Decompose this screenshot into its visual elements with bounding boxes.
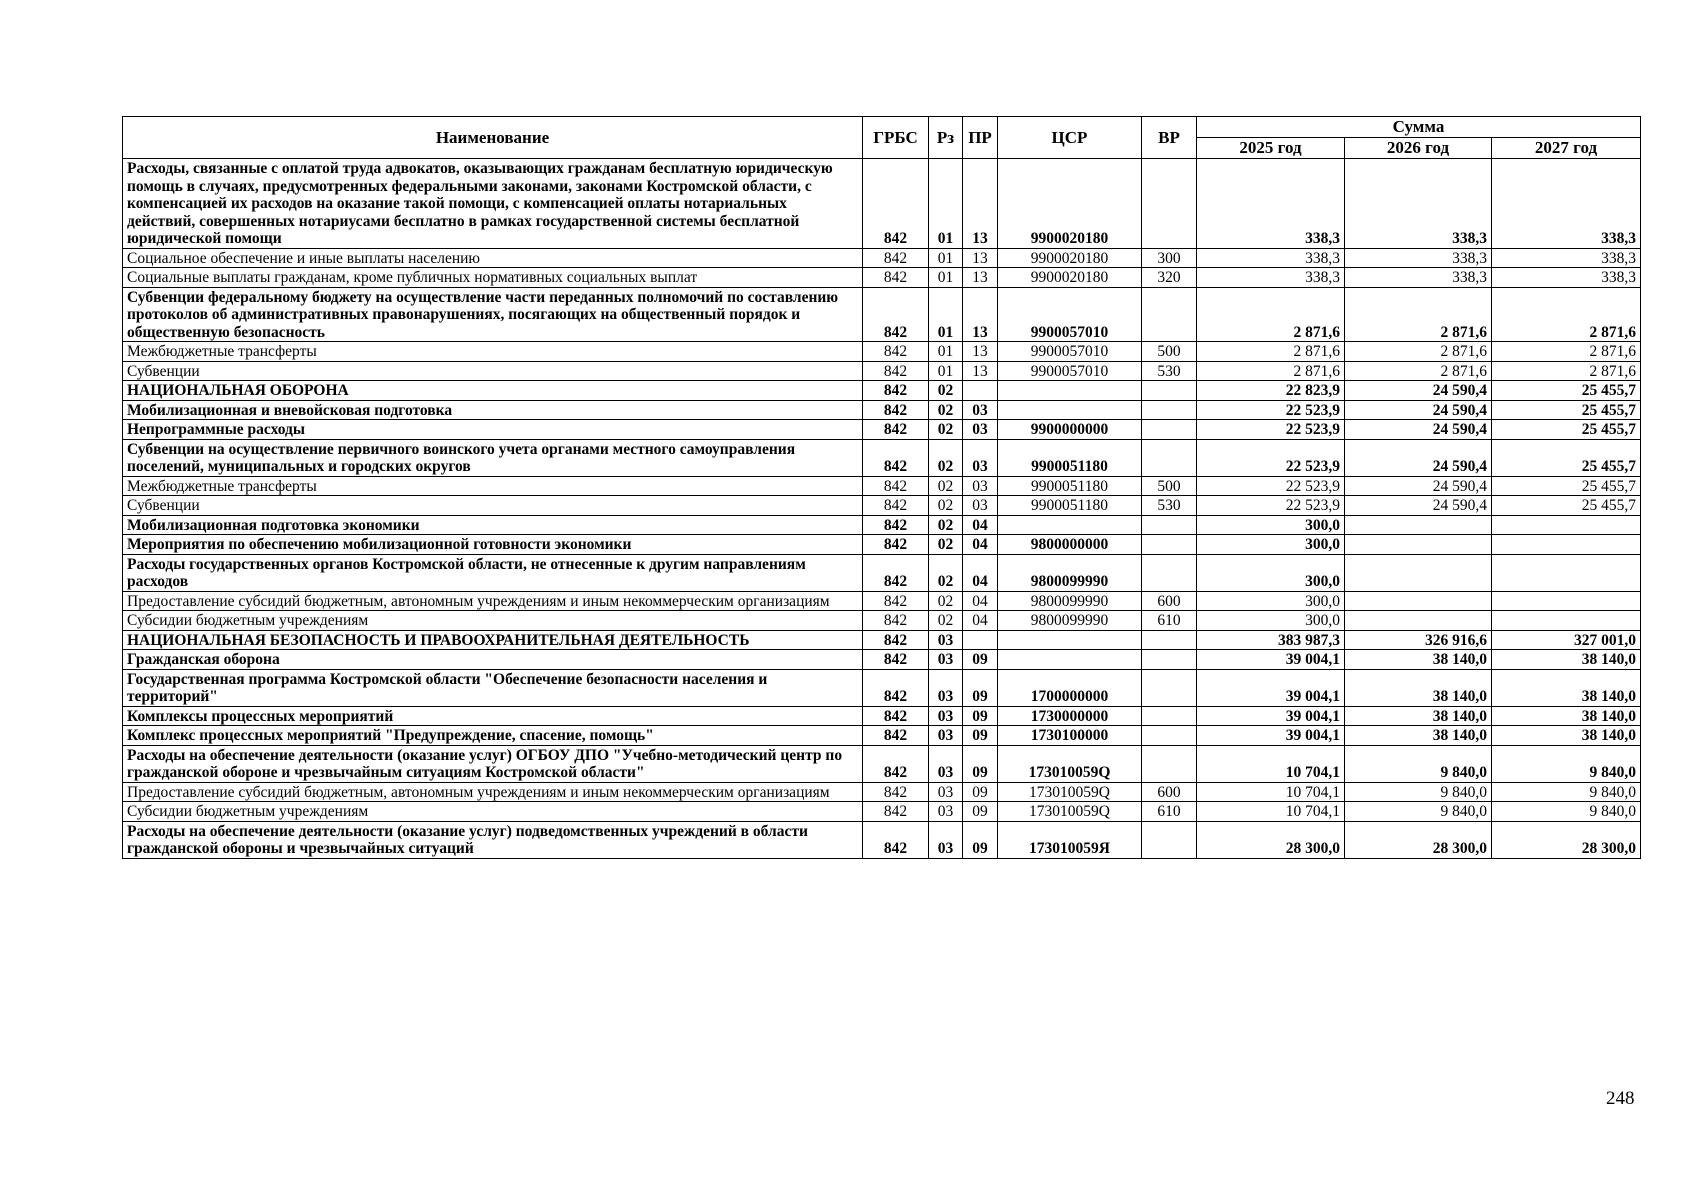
- cell-rz: 03: [929, 726, 963, 746]
- cell-vr: [1142, 630, 1197, 650]
- cell-vr: [1142, 554, 1197, 591]
- table-row: [123, 821, 1641, 858]
- cell-name: НАЦИОНАЛЬНАЯ БЕЗОПАСНОСТЬ И ПРАВООХРАНИТЕЛЬНАЯ ДЕЯТЕЛЬНОСТЬ: [123, 630, 863, 650]
- cell-pr: 13: [963, 361, 998, 381]
- cell-2027: [1492, 554, 1641, 591]
- cell-pr: 04: [963, 535, 998, 555]
- cell-grbs: 842: [863, 248, 929, 268]
- table-row: [123, 342, 1641, 362]
- cell-pr: 13: [963, 159, 998, 249]
- cell-grbs: 842: [863, 650, 929, 670]
- cell-vr: [1142, 821, 1197, 858]
- cell-csr: 9800099990: [998, 554, 1142, 591]
- cell-csr: 173010059Q: [998, 802, 1142, 822]
- cell-vr: [1142, 287, 1197, 342]
- cell-grbs: 842: [863, 496, 929, 516]
- cell-pr: 09: [963, 669, 998, 706]
- cell-grbs: 842: [863, 802, 929, 822]
- cell-pr: 09: [963, 650, 998, 670]
- cell-name: Расходы, связанные с оплатой труда адвокатов, оказывающих гражданам бесплатную юридическую помощь в случаях, предусмотренных федеральными законами, законами Костромской области, с компенсацией их расходов на оказание такой помощи, с компенсацией оплаты нотариальных действий, совершенных нотариусами бесплатно в рамках государственной системы бесплатной юридической помощи: [123, 159, 863, 249]
- cell-2027: 338,3: [1492, 268, 1641, 288]
- cell-2027: 2 871,6: [1492, 361, 1641, 381]
- cell-2027: 9 840,0: [1492, 745, 1641, 782]
- cell-pr: 13: [963, 342, 998, 362]
- cell-pr: 04: [963, 591, 998, 611]
- cell-grbs: 842: [863, 287, 929, 342]
- cell-vr: [1142, 535, 1197, 555]
- cell-rz: 02: [929, 515, 963, 535]
- cell-2025: 300,0: [1197, 591, 1345, 611]
- header-pr: ПР: [963, 117, 998, 159]
- cell-2027: [1492, 535, 1641, 555]
- cell-2027: 25 455,7: [1492, 420, 1641, 440]
- cell-pr: 13: [963, 287, 998, 342]
- table-row: [123, 439, 1641, 476]
- cell-name: Субвенции: [123, 361, 863, 381]
- cell-grbs: 842: [863, 439, 929, 476]
- table-row: [123, 287, 1641, 342]
- cell-csr: 9900051180: [998, 439, 1142, 476]
- table-row: [123, 745, 1641, 782]
- cell-name: Социальные выплаты гражданам, кроме публичных нормативных социальных выплат: [123, 268, 863, 288]
- header-2027: 2027 год: [1492, 138, 1641, 159]
- cell-2026: 24 590,4: [1345, 420, 1492, 440]
- cell-2025: 338,3: [1197, 268, 1345, 288]
- cell-csr: 9900020180: [998, 159, 1142, 249]
- cell-pr: 13: [963, 248, 998, 268]
- cell-2025: 338,3: [1197, 159, 1345, 249]
- cell-2025: 22 523,9: [1197, 439, 1345, 476]
- cell-2026: 2 871,6: [1345, 342, 1492, 362]
- cell-grbs: 842: [863, 669, 929, 706]
- cell-csr: [998, 400, 1142, 420]
- cell-rz: 01: [929, 361, 963, 381]
- cell-name: Непрограммные расходы: [123, 420, 863, 440]
- header-2025: 2025 год: [1197, 138, 1345, 159]
- cell-2026: 38 140,0: [1345, 706, 1492, 726]
- table-row: [123, 476, 1641, 496]
- cell-2025: 10 704,1: [1197, 782, 1345, 802]
- cell-rz: 02: [929, 611, 963, 631]
- cell-grbs: 842: [863, 630, 929, 650]
- cell-vr: [1142, 439, 1197, 476]
- cell-pr: 09: [963, 745, 998, 782]
- cell-rz: 02: [929, 381, 963, 401]
- cell-2027: [1492, 515, 1641, 535]
- cell-grbs: 842: [863, 591, 929, 611]
- cell-vr: 500: [1142, 342, 1197, 362]
- cell-vr: 610: [1142, 611, 1197, 631]
- cell-2026: 2 871,6: [1345, 287, 1492, 342]
- cell-2025: 22 523,9: [1197, 420, 1345, 440]
- cell-grbs: 842: [863, 782, 929, 802]
- cell-rz: 02: [929, 420, 963, 440]
- cell-2027: 38 140,0: [1492, 650, 1641, 670]
- table-row: [123, 535, 1641, 555]
- cell-2027: 25 455,7: [1492, 496, 1641, 516]
- cell-2027: 2 871,6: [1492, 342, 1641, 362]
- cell-name: Расходы на обеспечение деятельности (оказание услуг) подведомственных учреждений в области гражданской обороны и чрезвычайных ситуаций: [123, 821, 863, 858]
- cell-2026: 9 840,0: [1345, 745, 1492, 782]
- cell-vr: [1142, 650, 1197, 670]
- cell-2026: 2 871,6: [1345, 361, 1492, 381]
- cell-rz: 01: [929, 159, 963, 249]
- cell-rz: 01: [929, 248, 963, 268]
- table-row: [123, 361, 1641, 381]
- cell-name: Расходы на обеспечение деятельности (оказание услуг) ОГБОУ ДПО "Учебно-методический центр по гражданской обороне и чрезвычайным ситуациям Костромской области": [123, 745, 863, 782]
- cell-2025: 39 004,1: [1197, 650, 1345, 670]
- table-row: [123, 381, 1641, 401]
- header-grbs: ГРБС: [863, 117, 929, 159]
- cell-2025: 39 004,1: [1197, 726, 1345, 746]
- cell-rz: 03: [929, 802, 963, 822]
- cell-pr: 13: [963, 268, 998, 288]
- cell-name: Государственная программа Костромской области "Обеспечение безопасности населения и территорий": [123, 669, 863, 706]
- cell-2026: [1345, 591, 1492, 611]
- cell-2027: 38 140,0: [1492, 669, 1641, 706]
- cell-name: Расходы государственных органов Костромской области, не отнесенные к другим направлениям расходов: [123, 554, 863, 591]
- cell-rz: 02: [929, 554, 963, 591]
- cell-csr: 1730000000: [998, 706, 1142, 726]
- table-row: [123, 248, 1641, 268]
- cell-pr: 04: [963, 554, 998, 591]
- cell-csr: 9800099990: [998, 591, 1142, 611]
- cell-grbs: 842: [863, 726, 929, 746]
- cell-rz: 03: [929, 745, 963, 782]
- cell-csr: 173010059Q: [998, 782, 1142, 802]
- cell-vr: 300: [1142, 248, 1197, 268]
- cell-csr: 1700000000: [998, 669, 1142, 706]
- cell-2025: 383 987,3: [1197, 630, 1345, 650]
- cell-vr: [1142, 726, 1197, 746]
- cell-name: Гражданская оборона: [123, 650, 863, 670]
- cell-name: Предоставление субсидий бюджетным, автономным учреждениям и иным некоммерческим организациям: [123, 591, 863, 611]
- table-header: [123, 117, 1641, 159]
- cell-pr: 03: [963, 400, 998, 420]
- cell-2025: 10 704,1: [1197, 745, 1345, 782]
- cell-2026: 338,3: [1345, 159, 1492, 249]
- cell-grbs: 842: [863, 745, 929, 782]
- cell-2027: 25 455,7: [1492, 381, 1641, 401]
- cell-2027: [1492, 611, 1641, 631]
- cell-rz: 03: [929, 821, 963, 858]
- table-row: [123, 630, 1641, 650]
- cell-2026: [1345, 515, 1492, 535]
- cell-vr: 530: [1142, 496, 1197, 516]
- cell-2026: 9 840,0: [1345, 802, 1492, 822]
- cell-rz: 03: [929, 650, 963, 670]
- cell-2025: 338,3: [1197, 248, 1345, 268]
- cell-2026: 38 140,0: [1345, 650, 1492, 670]
- cell-2026: 24 590,4: [1345, 400, 1492, 420]
- cell-2026: [1345, 535, 1492, 555]
- table-row: [123, 591, 1641, 611]
- cell-2025: 10 704,1: [1197, 802, 1345, 822]
- page-number: 248: [1606, 1088, 1635, 1109]
- cell-rz: 01: [929, 287, 963, 342]
- table-row: [123, 611, 1641, 631]
- cell-2027: 338,3: [1492, 248, 1641, 268]
- cell-2027: 38 140,0: [1492, 706, 1641, 726]
- table-row: [123, 706, 1641, 726]
- cell-rz: 02: [929, 476, 963, 496]
- cell-pr: 04: [963, 515, 998, 535]
- cell-vr: [1142, 669, 1197, 706]
- table-row: [123, 669, 1641, 706]
- cell-csr: 9900020180: [998, 268, 1142, 288]
- cell-grbs: 842: [863, 361, 929, 381]
- cell-rz: 01: [929, 268, 963, 288]
- cell-csr: 173010059Я: [998, 821, 1142, 858]
- cell-rz: 03: [929, 630, 963, 650]
- cell-vr: 530: [1142, 361, 1197, 381]
- cell-grbs: 842: [863, 400, 929, 420]
- cell-2026: 338,3: [1345, 248, 1492, 268]
- cell-2026: 9 840,0: [1345, 782, 1492, 802]
- cell-pr: 09: [963, 726, 998, 746]
- cell-csr: 9900057010: [998, 287, 1142, 342]
- cell-name: Предоставление субсидий бюджетным, автономным учреждениям и иным некоммерческим организациям: [123, 782, 863, 802]
- cell-vr: 600: [1142, 591, 1197, 611]
- cell-csr: 9800000000: [998, 535, 1142, 555]
- cell-2025: 2 871,6: [1197, 287, 1345, 342]
- cell-pr: 03: [963, 439, 998, 476]
- cell-2026: 24 590,4: [1345, 439, 1492, 476]
- cell-name: Социальное обеспечение и иные выплаты населению: [123, 248, 863, 268]
- cell-grbs: 842: [863, 420, 929, 440]
- cell-csr: 9900000000: [998, 420, 1142, 440]
- cell-name: Субсидии бюджетным учреждениям: [123, 802, 863, 822]
- cell-2026: 24 590,4: [1345, 496, 1492, 516]
- cell-2026: [1345, 611, 1492, 631]
- table-row: [123, 726, 1641, 746]
- cell-2027: 25 455,7: [1492, 476, 1641, 496]
- cell-pr: 09: [963, 782, 998, 802]
- cell-2025: 22 523,9: [1197, 496, 1345, 516]
- cell-csr: [998, 381, 1142, 401]
- cell-name: Межбюджетные трансферты: [123, 342, 863, 362]
- cell-2026: 38 140,0: [1345, 726, 1492, 746]
- cell-grbs: 842: [863, 268, 929, 288]
- header-2026: 2026 год: [1345, 138, 1492, 159]
- cell-csr: 9900020180: [998, 248, 1142, 268]
- table-row: [123, 268, 1641, 288]
- table-row: [123, 496, 1641, 516]
- header-rz: Рз: [929, 117, 963, 159]
- cell-grbs: 842: [863, 611, 929, 631]
- cell-rz: 02: [929, 535, 963, 555]
- table-body: [123, 159, 1641, 859]
- cell-grbs: 842: [863, 821, 929, 858]
- cell-grbs: 842: [863, 381, 929, 401]
- cell-2025: 39 004,1: [1197, 706, 1345, 726]
- cell-grbs: 842: [863, 515, 929, 535]
- cell-2025: 39 004,1: [1197, 669, 1345, 706]
- table-row: [123, 159, 1641, 249]
- cell-name: Комплексы процессных мероприятий: [123, 706, 863, 726]
- cell-2027: 338,3: [1492, 159, 1641, 249]
- cell-vr: 610: [1142, 802, 1197, 822]
- cell-rz: 02: [929, 400, 963, 420]
- cell-2027: 9 840,0: [1492, 802, 1641, 822]
- cell-name: Комплекс процессных мероприятий "Предупреждение, спасение, помощь": [123, 726, 863, 746]
- cell-name: Мобилизационная и вневойсковая подготовка: [123, 400, 863, 420]
- table-row: [123, 650, 1641, 670]
- cell-2027: 28 300,0: [1492, 821, 1641, 858]
- cell-csr: 9900051180: [998, 496, 1142, 516]
- cell-pr: 03: [963, 496, 998, 516]
- cell-2026: 338,3: [1345, 268, 1492, 288]
- cell-rz: 02: [929, 591, 963, 611]
- cell-2026: [1345, 554, 1492, 591]
- cell-vr: [1142, 420, 1197, 440]
- header-sum: Сумма: [1197, 117, 1641, 138]
- cell-name: Мероприятия по обеспечению мобилизационной готовности экономики: [123, 535, 863, 555]
- cell-2026: 24 590,4: [1345, 476, 1492, 496]
- cell-2027: 38 140,0: [1492, 726, 1641, 746]
- cell-grbs: 842: [863, 535, 929, 555]
- table-row: [123, 400, 1641, 420]
- cell-vr: 320: [1142, 268, 1197, 288]
- header-vr: ВР: [1142, 117, 1197, 159]
- cell-vr: [1142, 159, 1197, 249]
- cell-csr: 9900051180: [998, 476, 1142, 496]
- cell-rz: 03: [929, 782, 963, 802]
- cell-name: НАЦИОНАЛЬНАЯ ОБОРОНА: [123, 381, 863, 401]
- cell-csr: [998, 650, 1142, 670]
- cell-2025: 28 300,0: [1197, 821, 1345, 858]
- cell-csr: [998, 630, 1142, 650]
- cell-2025: 22 823,9: [1197, 381, 1345, 401]
- cell-grbs: 842: [863, 342, 929, 362]
- cell-2025: 22 523,9: [1197, 400, 1345, 420]
- cell-vr: [1142, 515, 1197, 535]
- cell-name: Субсидии бюджетным учреждениям: [123, 611, 863, 631]
- cell-grbs: 842: [863, 476, 929, 496]
- cell-2025: 2 871,6: [1197, 361, 1345, 381]
- cell-pr: 09: [963, 706, 998, 726]
- cell-2026: 28 300,0: [1345, 821, 1492, 858]
- cell-csr: 9800099990: [998, 611, 1142, 631]
- cell-name: Субвенции: [123, 496, 863, 516]
- cell-2027: 25 455,7: [1492, 439, 1641, 476]
- table-row: [123, 802, 1641, 822]
- table-row: [123, 782, 1641, 802]
- cell-2025: 2 871,6: [1197, 342, 1345, 362]
- cell-pr: 03: [963, 476, 998, 496]
- cell-csr: 9900057010: [998, 342, 1142, 362]
- cell-2025: 300,0: [1197, 535, 1345, 555]
- cell-name: Мобилизационная подготовка экономики: [123, 515, 863, 535]
- cell-2025: 300,0: [1197, 611, 1345, 631]
- table-row: [123, 420, 1641, 440]
- cell-2027: 2 871,6: [1492, 287, 1641, 342]
- cell-pr: 04: [963, 611, 998, 631]
- cell-name: Субвенции на осуществление первичного воинского учета органами местного самоуправления поселений, муниципальных и городских округов: [123, 439, 863, 476]
- cell-2025: 22 523,9: [1197, 476, 1345, 496]
- cell-2026: 38 140,0: [1345, 669, 1492, 706]
- cell-2027: 327 001,0: [1492, 630, 1641, 650]
- cell-pr: 09: [963, 821, 998, 858]
- cell-name: Субвенции федеральному бюджету на осуществление части переданных полномочий по составлению протоколов об административных правонарушениях, посягающих на общественный порядок и общественную безопасность: [123, 287, 863, 342]
- header-csr: ЦСР: [998, 117, 1142, 159]
- cell-vr: 500: [1142, 476, 1197, 496]
- cell-rz: 02: [929, 496, 963, 516]
- cell-pr: 09: [963, 802, 998, 822]
- cell-2026: 24 590,4: [1345, 381, 1492, 401]
- cell-rz: 01: [929, 342, 963, 362]
- table-row: [123, 554, 1641, 591]
- cell-2025: 300,0: [1197, 515, 1345, 535]
- cell-2025: 300,0: [1197, 554, 1345, 591]
- cell-rz: 02: [929, 439, 963, 476]
- cell-csr: 9900057010: [998, 361, 1142, 381]
- cell-vr: [1142, 381, 1197, 401]
- cell-csr: 173010059Q: [998, 745, 1142, 782]
- cell-pr: [963, 630, 998, 650]
- cell-2027: [1492, 591, 1641, 611]
- cell-vr: [1142, 400, 1197, 420]
- cell-pr: 03: [963, 420, 998, 440]
- cell-rz: 03: [929, 669, 963, 706]
- cell-grbs: 842: [863, 554, 929, 591]
- table-row: [123, 515, 1641, 535]
- cell-csr: 1730100000: [998, 726, 1142, 746]
- cell-vr: [1142, 706, 1197, 726]
- cell-grbs: 842: [863, 159, 929, 249]
- header-name: Наименование: [123, 117, 863, 159]
- cell-rz: 03: [929, 706, 963, 726]
- cell-2027: 25 455,7: [1492, 400, 1641, 420]
- cell-2027: 9 840,0: [1492, 782, 1641, 802]
- cell-name: Межбюджетные трансферты: [123, 476, 863, 496]
- cell-vr: [1142, 745, 1197, 782]
- cell-csr: [998, 515, 1142, 535]
- cell-vr: 600: [1142, 782, 1197, 802]
- budget-table: [122, 116, 1641, 859]
- cell-pr: [963, 381, 998, 401]
- cell-2026: 326 916,6: [1345, 630, 1492, 650]
- cell-grbs: 842: [863, 706, 929, 726]
